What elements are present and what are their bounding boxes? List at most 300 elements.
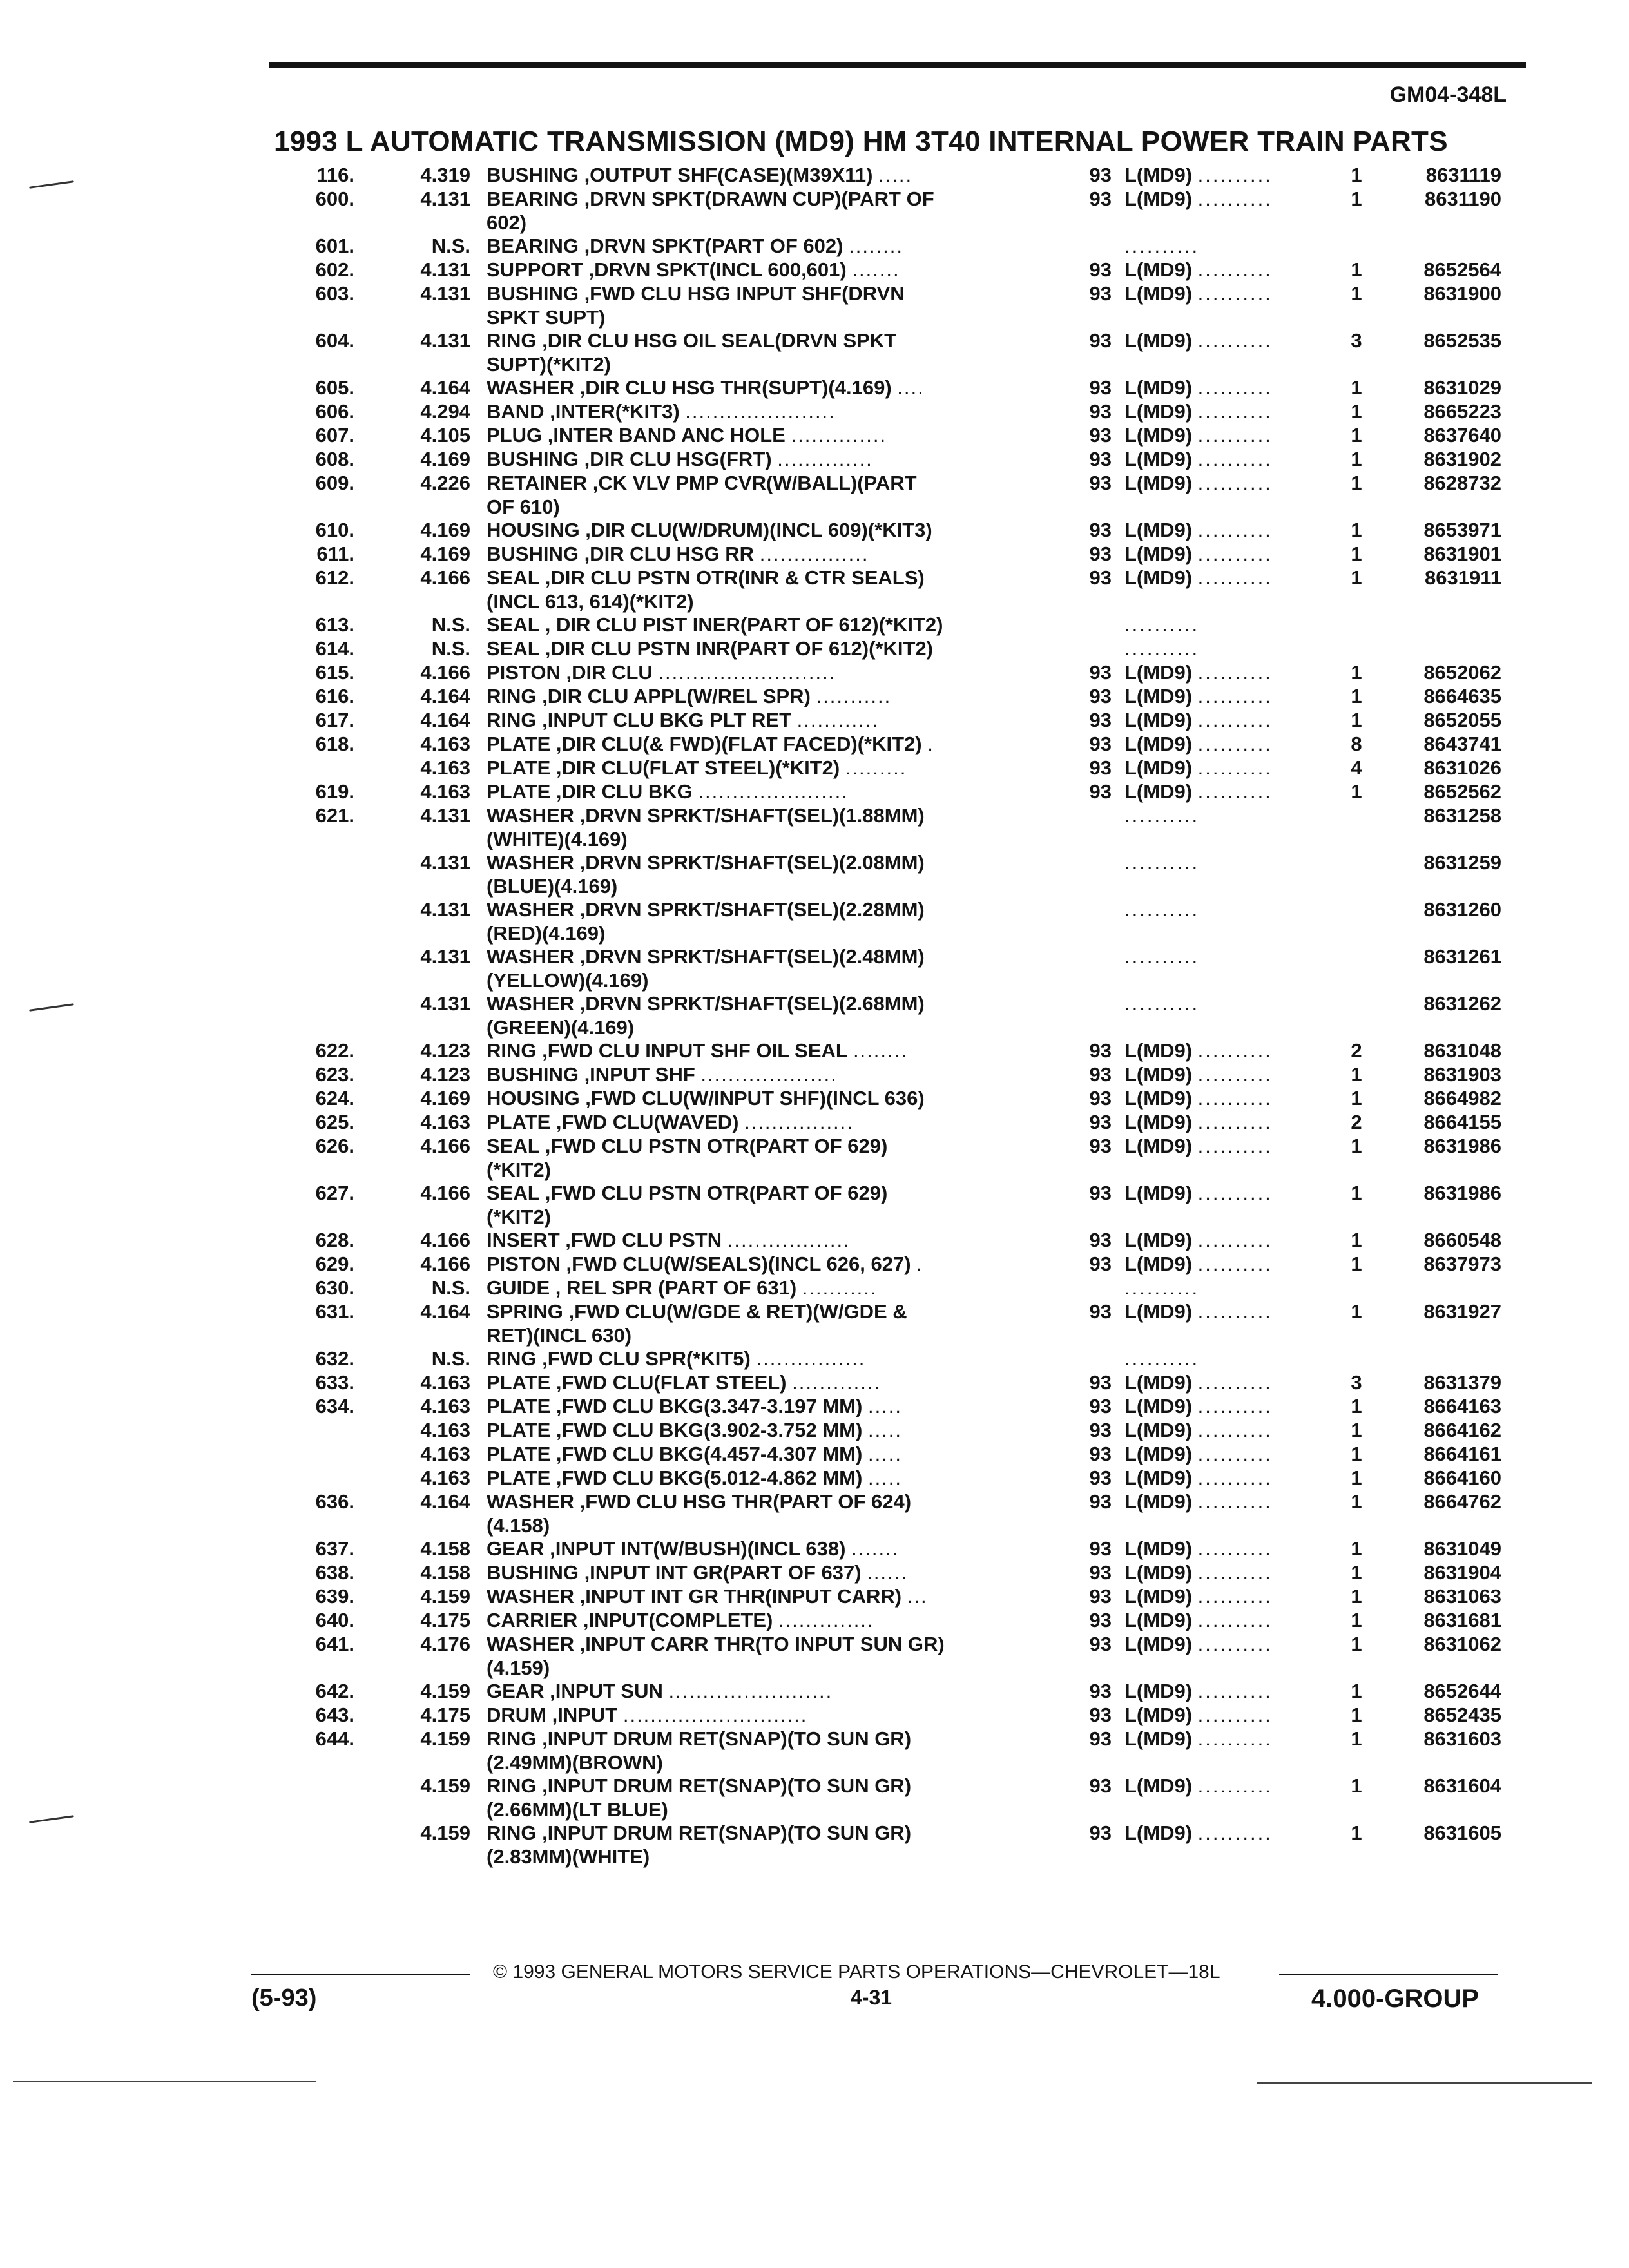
illustration-number: 4.163 bbox=[420, 1111, 470, 1133]
ref-number: 116. bbox=[316, 164, 354, 186]
model-year: 93 bbox=[1089, 376, 1112, 399]
model-year: 93 bbox=[1089, 1633, 1112, 1655]
page-number: 4-31 bbox=[851, 1986, 892, 2009]
table-row-continuation bbox=[271, 495, 1547, 518]
ref-number: 604. bbox=[315, 329, 354, 352]
illustration-number: 4.294 bbox=[420, 400, 470, 423]
quantity: 1 bbox=[1351, 1774, 1362, 1797]
model-code-text: L(MD9) bbox=[1124, 1680, 1193, 1702]
quantity: 1 bbox=[1351, 282, 1362, 305]
ref-number: 624. bbox=[315, 1087, 354, 1110]
ref-number: 610. bbox=[315, 519, 354, 541]
model-code bbox=[1124, 1370, 1318, 1394]
model-code-text: L(MD9) bbox=[1124, 258, 1193, 281]
model-year: 93 bbox=[1089, 566, 1112, 589]
model-leader-dots: .......... bbox=[1197, 1633, 1273, 1655]
model-leader-dots: .......... bbox=[1197, 685, 1273, 707]
part-description bbox=[487, 1845, 1279, 1869]
quantity: 1 bbox=[1351, 1063, 1362, 1086]
model-leader-dots: .......... bbox=[1197, 1537, 1273, 1560]
model-year: 93 bbox=[1089, 472, 1112, 494]
model-year: 93 bbox=[1089, 164, 1112, 186]
model-leader-dots: .......... bbox=[1124, 898, 1200, 921]
model-leader-dots: .......... bbox=[1197, 1087, 1273, 1110]
ref-number: 623. bbox=[315, 1063, 354, 1086]
leader-dots: ..... bbox=[867, 1443, 903, 1465]
description-text: (2.83MM)(WHITE) bbox=[487, 1845, 650, 1868]
part-number: 8652062 bbox=[1423, 661, 1501, 684]
model-leader-dots: .......... bbox=[1197, 661, 1273, 684]
model-code bbox=[1124, 376, 1318, 399]
model-year: 93 bbox=[1089, 1300, 1112, 1323]
description-text: WASHER ,INPUT INT GR THR(INPUT CARR) bbox=[487, 1585, 902, 1608]
quantity: 1 bbox=[1351, 519, 1362, 541]
description-text: DRUM ,INPUT bbox=[487, 1704, 618, 1726]
table-row bbox=[271, 329, 1547, 352]
description-text: BAND ,INTER(*KIT3) bbox=[487, 400, 680, 423]
model-year: 93 bbox=[1089, 258, 1112, 281]
part-number: 8631986 bbox=[1423, 1135, 1501, 1157]
table-row bbox=[271, 780, 1547, 803]
leader-dots: ........ bbox=[853, 1039, 908, 1062]
footer-rule-right bbox=[1279, 1974, 1498, 1975]
model-code-text: L(MD9) bbox=[1124, 519, 1193, 541]
leader-dots: .................... bbox=[700, 1063, 838, 1086]
leader-dots: ........ bbox=[849, 235, 904, 257]
model-leader-dots: .......... bbox=[1197, 733, 1273, 755]
model-leader-dots: .......... bbox=[1197, 543, 1273, 565]
description-text: PLATE ,FWD CLU BKG(4.457-4.307 MM) bbox=[487, 1443, 863, 1465]
part-number: 8631261 bbox=[1423, 945, 1501, 968]
description-text: RING ,INPUT DRUM RET(SNAP)(TO SUN GR) bbox=[487, 1774, 912, 1797]
model-leader-dots: .......... bbox=[1197, 448, 1273, 470]
model-leader-dots: .......... bbox=[1197, 709, 1273, 731]
part-number: 8631904 bbox=[1423, 1561, 1501, 1584]
model-code bbox=[1124, 1228, 1318, 1252]
ref-number: 601. bbox=[315, 235, 354, 257]
part-number: 8664762 bbox=[1423, 1490, 1501, 1513]
part-number: 8631262 bbox=[1423, 992, 1501, 1015]
model-year: 93 bbox=[1089, 329, 1112, 352]
model-code-text: L(MD9) bbox=[1124, 566, 1193, 589]
table-row bbox=[271, 1039, 1547, 1062]
model-code bbox=[1124, 1727, 1318, 1751]
model-code bbox=[1124, 613, 1318, 637]
quantity: 1 bbox=[1351, 1537, 1362, 1560]
table-row-continuation bbox=[271, 1015, 1547, 1039]
model-code bbox=[1124, 1276, 1318, 1300]
model-year: 93 bbox=[1089, 424, 1112, 447]
table-row bbox=[271, 1062, 1547, 1086]
description-text: HOUSING ,DIR CLU(W/DRUM)(INCL 609)(*KIT3) bbox=[487, 519, 932, 541]
table-row bbox=[271, 1774, 1547, 1798]
quantity: 1 bbox=[1351, 1443, 1362, 1465]
table-row bbox=[271, 1228, 1547, 1252]
model-code-text: L(MD9) bbox=[1124, 1419, 1193, 1441]
quantity: 1 bbox=[1351, 400, 1362, 423]
illustration-number: 4.166 bbox=[420, 1253, 470, 1275]
quantity: 1 bbox=[1351, 424, 1362, 447]
model-leader-dots: .......... bbox=[1197, 566, 1273, 589]
part-number: 8664155 bbox=[1423, 1111, 1501, 1133]
table-row bbox=[271, 1537, 1547, 1561]
description-text: (GREEN)(4.169) bbox=[487, 1016, 635, 1039]
part-description bbox=[487, 1656, 1279, 1680]
model-code-text: L(MD9) bbox=[1124, 1395, 1193, 1418]
model-code-text: L(MD9) bbox=[1124, 1561, 1193, 1584]
part-description bbox=[487, 590, 1279, 613]
model-leader-dots: .......... bbox=[1197, 400, 1273, 423]
table-row-continuation bbox=[271, 305, 1547, 329]
quantity: 1 bbox=[1351, 376, 1362, 399]
table-row bbox=[271, 1466, 1547, 1490]
ref-number: 639. bbox=[315, 1585, 354, 1608]
model-year: 93 bbox=[1089, 1821, 1112, 1844]
description-text: PISTON ,FWD CLU(W/SEALS)(INCL 626, 627) bbox=[487, 1253, 911, 1275]
model-leader-dots: .......... bbox=[1197, 1774, 1273, 1797]
model-year: 93 bbox=[1089, 1727, 1112, 1750]
description-text: (2.49MM)(BROWN) bbox=[487, 1751, 663, 1774]
quantity: 3 bbox=[1351, 329, 1362, 352]
quantity: 1 bbox=[1351, 1727, 1362, 1750]
model-leader-dots: .......... bbox=[1197, 1609, 1273, 1631]
model-code bbox=[1124, 542, 1318, 566]
model-code-text: L(MD9) bbox=[1124, 709, 1193, 731]
description-text: SUPT)(*KIT2) bbox=[487, 353, 611, 376]
model-year: 93 bbox=[1089, 1371, 1112, 1394]
ref-number: 628. bbox=[315, 1229, 354, 1251]
table-row bbox=[271, 518, 1547, 542]
model-code bbox=[1124, 1134, 1318, 1158]
quantity: 1 bbox=[1351, 258, 1362, 281]
model-year: 93 bbox=[1089, 1419, 1112, 1441]
ref-number: 630. bbox=[315, 1276, 354, 1299]
model-leader-dots: .......... bbox=[1197, 258, 1273, 281]
leader-dots: ............. bbox=[792, 1371, 882, 1394]
model-leader-dots: .......... bbox=[1197, 519, 1273, 541]
footer-rule-left bbox=[251, 1974, 470, 1975]
leader-dots: ..... bbox=[867, 1419, 903, 1441]
illustration-number: 4.163 bbox=[420, 733, 470, 755]
model-leader-dots: .......... bbox=[1124, 804, 1200, 827]
part-number: 8652562 bbox=[1423, 780, 1501, 803]
leader-dots: .............. bbox=[777, 448, 873, 470]
quantity: 1 bbox=[1351, 685, 1362, 707]
part-number: 8664161 bbox=[1423, 1443, 1501, 1465]
model-code bbox=[1124, 660, 1318, 684]
model-code bbox=[1124, 992, 1318, 1015]
model-leader-dots: .......... bbox=[1197, 164, 1273, 186]
part-number: 8652564 bbox=[1423, 258, 1501, 281]
ref-number: 637. bbox=[315, 1537, 354, 1560]
table-row bbox=[271, 1300, 1547, 1323]
table-row-continuation bbox=[271, 1323, 1547, 1347]
illustration-number: 4.163 bbox=[420, 1419, 470, 1441]
illustration-number: 4.166 bbox=[420, 661, 470, 684]
model-leader-dots: .......... bbox=[1124, 613, 1200, 636]
model-year: 93 bbox=[1089, 1704, 1112, 1726]
leader-dots: . bbox=[916, 1253, 923, 1275]
description-text: SUPPORT ,DRVN SPKT(INCL 600,601) bbox=[487, 258, 847, 281]
model-code-text: L(MD9) bbox=[1124, 164, 1193, 186]
leader-dots: ... bbox=[907, 1585, 928, 1608]
model-code-text: L(MD9) bbox=[1124, 1727, 1193, 1750]
illustration-number: 4.159 bbox=[420, 1821, 470, 1844]
table-row bbox=[271, 1276, 1547, 1300]
model-leader-dots: .......... bbox=[1197, 1680, 1273, 1702]
model-leader-dots: .......... bbox=[1197, 1395, 1273, 1418]
quantity: 1 bbox=[1351, 1229, 1362, 1251]
model-code bbox=[1124, 163, 1318, 187]
leader-dots: ................ bbox=[744, 1111, 854, 1133]
model-year: 93 bbox=[1089, 733, 1112, 755]
table-row bbox=[271, 1584, 1547, 1608]
model-leader-dots: .......... bbox=[1124, 1276, 1200, 1299]
illustration-number: N.S. bbox=[431, 1347, 470, 1370]
description-text: (4.159) bbox=[487, 1657, 550, 1679]
illustration-number: 4.175 bbox=[420, 1609, 470, 1631]
part-description bbox=[487, 1015, 1279, 1039]
part-number: 8665223 bbox=[1423, 400, 1501, 423]
model-code bbox=[1124, 1561, 1318, 1584]
model-code bbox=[1124, 1584, 1318, 1608]
description-text: PLATE ,FWD CLU(FLAT STEEL) bbox=[487, 1371, 787, 1394]
part-number: 8631900 bbox=[1423, 282, 1501, 305]
ref-number: 619. bbox=[315, 780, 354, 803]
model-code-text: L(MD9) bbox=[1124, 1135, 1193, 1157]
illustration-number: 4.159 bbox=[420, 1727, 470, 1750]
illustration-number: 4.158 bbox=[420, 1537, 470, 1560]
ref-number: 626. bbox=[315, 1135, 354, 1157]
illustration-number: 4.131 bbox=[420, 804, 470, 827]
description-text: SPKT SUPT) bbox=[487, 306, 606, 329]
model-code-text: L(MD9) bbox=[1124, 282, 1193, 305]
quantity: 1 bbox=[1351, 1395, 1362, 1418]
model-code bbox=[1124, 1821, 1318, 1845]
leader-dots: ..... bbox=[867, 1395, 903, 1418]
model-code-text: L(MD9) bbox=[1124, 1466, 1193, 1489]
table-row bbox=[271, 1394, 1547, 1418]
description-text: BUSHING ,DIR CLU HSG(FRT) bbox=[487, 448, 772, 470]
ref-number: 614. bbox=[315, 637, 354, 660]
part-number: 8631063 bbox=[1423, 1585, 1501, 1608]
model-code bbox=[1124, 1086, 1318, 1110]
part-description bbox=[487, 968, 1279, 992]
description-text: WASHER ,FWD CLU HSG THR(PART OF 624) bbox=[487, 1490, 912, 1513]
table-row bbox=[271, 1608, 1547, 1632]
description-text: WASHER ,DRVN SPRKT/SHAFT(SEL)(2.28MM) bbox=[487, 898, 925, 921]
model-code bbox=[1124, 945, 1318, 968]
table-row bbox=[271, 1252, 1547, 1276]
quantity: 1 bbox=[1351, 472, 1362, 494]
illustration-number: 4.163 bbox=[420, 1466, 470, 1489]
ref-number: 633. bbox=[315, 1371, 354, 1394]
table-row bbox=[271, 447, 1547, 471]
model-code bbox=[1124, 1632, 1318, 1656]
quantity: 1 bbox=[1351, 780, 1362, 803]
model-leader-dots: .......... bbox=[1124, 945, 1200, 968]
model-leader-dots: .......... bbox=[1197, 1229, 1273, 1251]
illustration-number: 4.166 bbox=[420, 1135, 470, 1157]
part-number: 8631605 bbox=[1423, 1821, 1501, 1844]
quantity: 2 bbox=[1351, 1039, 1362, 1062]
table-row-continuation bbox=[271, 1205, 1547, 1228]
model-year: 93 bbox=[1089, 1585, 1112, 1608]
model-leader-dots: .......... bbox=[1197, 1253, 1273, 1275]
model-code bbox=[1124, 423, 1318, 447]
model-code bbox=[1124, 1490, 1318, 1514]
part-number: 8631048 bbox=[1423, 1039, 1501, 1062]
model-year: 93 bbox=[1089, 709, 1112, 731]
scan-mark bbox=[29, 1815, 74, 1823]
part-number: 8631062 bbox=[1423, 1633, 1501, 1655]
table-row bbox=[271, 756, 1547, 780]
table-row bbox=[271, 234, 1547, 258]
description-text: PLATE ,FWD CLU(WAVED) bbox=[487, 1111, 739, 1133]
table-row bbox=[271, 1703, 1547, 1727]
leader-dots: ..... bbox=[867, 1466, 903, 1489]
part-number: 8631902 bbox=[1423, 448, 1501, 470]
illustration-number: N.S. bbox=[431, 235, 470, 257]
part-description bbox=[487, 874, 1279, 898]
description-text: RING ,INPUT DRUM RET(SNAP)(TO SUN GR) bbox=[487, 1821, 912, 1844]
description-text: RING ,INPUT DRUM RET(SNAP)(TO SUN GR) bbox=[487, 1727, 912, 1750]
part-description bbox=[487, 1514, 1279, 1537]
quantity: 3 bbox=[1351, 1371, 1362, 1394]
leader-dots: ........................ bbox=[668, 1680, 833, 1702]
part-number: 8631911 bbox=[1425, 566, 1501, 589]
table-row-continuation bbox=[271, 968, 1547, 992]
model-code bbox=[1124, 637, 1318, 660]
model-code bbox=[1124, 1774, 1318, 1798]
ref-number: 613. bbox=[315, 613, 354, 636]
ref-number: 609. bbox=[315, 472, 354, 494]
leader-dots: ................ bbox=[759, 543, 869, 565]
model-code-text: L(MD9) bbox=[1124, 1253, 1193, 1275]
table-row bbox=[271, 471, 1547, 495]
ref-number: 632. bbox=[315, 1347, 354, 1370]
part-number: 8643741 bbox=[1423, 733, 1501, 755]
description-text: (4.158) bbox=[487, 1514, 550, 1537]
illustration-number: 4.169 bbox=[420, 1087, 470, 1110]
table-row bbox=[271, 613, 1547, 637]
model-code-text: L(MD9) bbox=[1124, 1633, 1193, 1655]
part-number: 8631603 bbox=[1423, 1727, 1501, 1750]
model-year: 93 bbox=[1089, 1063, 1112, 1086]
leader-dots: ........................... bbox=[622, 1704, 808, 1726]
model-year: 93 bbox=[1089, 1561, 1112, 1584]
ref-number: 621. bbox=[315, 804, 354, 827]
part-description bbox=[487, 1751, 1279, 1774]
illustration-number: 4.105 bbox=[420, 424, 470, 447]
description-text: GEAR ,INPUT SUN bbox=[487, 1680, 663, 1702]
ref-number: 643. bbox=[315, 1704, 354, 1726]
model-code bbox=[1124, 1537, 1318, 1561]
quantity: 1 bbox=[1351, 543, 1362, 565]
table-row bbox=[271, 1086, 1547, 1110]
model-code-text: L(MD9) bbox=[1124, 685, 1193, 707]
table-row bbox=[271, 1110, 1547, 1134]
quantity: 1 bbox=[1351, 566, 1362, 589]
model-leader-dots: .......... bbox=[1124, 992, 1200, 1015]
description-text: (*KIT2) bbox=[487, 1206, 551, 1228]
description-text: GUIDE , REL SPR (PART OF 631) bbox=[487, 1276, 797, 1299]
model-code bbox=[1124, 234, 1318, 258]
model-year: 93 bbox=[1089, 448, 1112, 470]
table-row bbox=[271, 850, 1547, 874]
description-text: BUSHING ,INPUT INT GR(PART OF 637) bbox=[487, 1561, 862, 1584]
model-code bbox=[1124, 803, 1318, 827]
model-year: 93 bbox=[1089, 756, 1112, 779]
description-text: (RED)(4.169) bbox=[487, 922, 606, 945]
quantity: 1 bbox=[1351, 1633, 1362, 1655]
quantity: 1 bbox=[1351, 448, 1362, 470]
description-text: BEARING ,DRVN SPKT(DRAWN CUP)(PART OF bbox=[487, 187, 934, 210]
model-code-text: L(MD9) bbox=[1124, 1609, 1193, 1631]
model-year: 93 bbox=[1089, 187, 1112, 210]
part-description bbox=[487, 1205, 1279, 1229]
description-text: GEAR ,INPUT INT(W/BUSH)(INCL 638) bbox=[487, 1537, 846, 1560]
model-code-text: L(MD9) bbox=[1124, 1537, 1193, 1560]
model-code bbox=[1124, 708, 1318, 732]
quantity: 1 bbox=[1351, 1680, 1362, 1702]
table-row bbox=[271, 399, 1547, 423]
illustration-number: 4.131 bbox=[420, 945, 470, 968]
quantity: 1 bbox=[1351, 661, 1362, 684]
model-code bbox=[1124, 1062, 1318, 1086]
part-description bbox=[487, 827, 1279, 851]
table-row bbox=[271, 1442, 1547, 1466]
model-leader-dots: .......... bbox=[1197, 424, 1273, 447]
ref-number: 602. bbox=[315, 258, 354, 281]
table-row bbox=[271, 542, 1547, 566]
model-leader-dots: .......... bbox=[1197, 1821, 1273, 1844]
table-row bbox=[271, 282, 1547, 305]
illustration-number: 4.131 bbox=[420, 282, 470, 305]
illustration-number: 4.164 bbox=[420, 1300, 470, 1323]
leader-dots: ....... bbox=[852, 258, 900, 281]
model-code-text: L(MD9) bbox=[1124, 187, 1193, 210]
ref-number: 608. bbox=[315, 448, 354, 470]
description-text: BUSHING ,DIR CLU HSG RR bbox=[487, 543, 755, 565]
description-text: PLATE ,FWD CLU BKG(3.347-3.197 MM) bbox=[487, 1395, 863, 1418]
illustration-number: 4.131 bbox=[420, 898, 470, 921]
description-text: (WHITE)(4.169) bbox=[487, 828, 628, 850]
model-year: 93 bbox=[1089, 400, 1112, 423]
model-year: 93 bbox=[1089, 1135, 1112, 1157]
illustration-number: 4.163 bbox=[420, 756, 470, 779]
part-number: 8631119 bbox=[1425, 164, 1501, 186]
table-row bbox=[271, 1821, 1547, 1845]
model-code-text: L(MD9) bbox=[1124, 400, 1193, 423]
illustration-number: 4.131 bbox=[420, 187, 470, 210]
table-row bbox=[271, 684, 1547, 708]
description-text: (BLUE)(4.169) bbox=[487, 875, 618, 898]
model-year: 93 bbox=[1089, 519, 1112, 541]
table-row bbox=[271, 163, 1547, 187]
part-number: 8664635 bbox=[1423, 685, 1501, 707]
leader-dots: ..... bbox=[878, 164, 913, 186]
part-number: 8652644 bbox=[1423, 1680, 1501, 1702]
model-year: 93 bbox=[1089, 1182, 1112, 1204]
leader-dots: ............ bbox=[796, 709, 880, 731]
page-title: 1993 L AUTOMATIC TRANSMISSION (MD9) HM 3T40 INTERNAL POWER TRAIN PARTS bbox=[274, 126, 1448, 157]
ref-number: 622. bbox=[315, 1039, 354, 1062]
description-text: SEAL , DIR CLU PIST INER(PART OF 612)(*KIT2) bbox=[487, 613, 943, 636]
illustration-number: N.S. bbox=[431, 1276, 470, 1299]
model-year: 93 bbox=[1089, 1490, 1112, 1513]
model-leader-dots: .......... bbox=[1197, 1585, 1273, 1608]
